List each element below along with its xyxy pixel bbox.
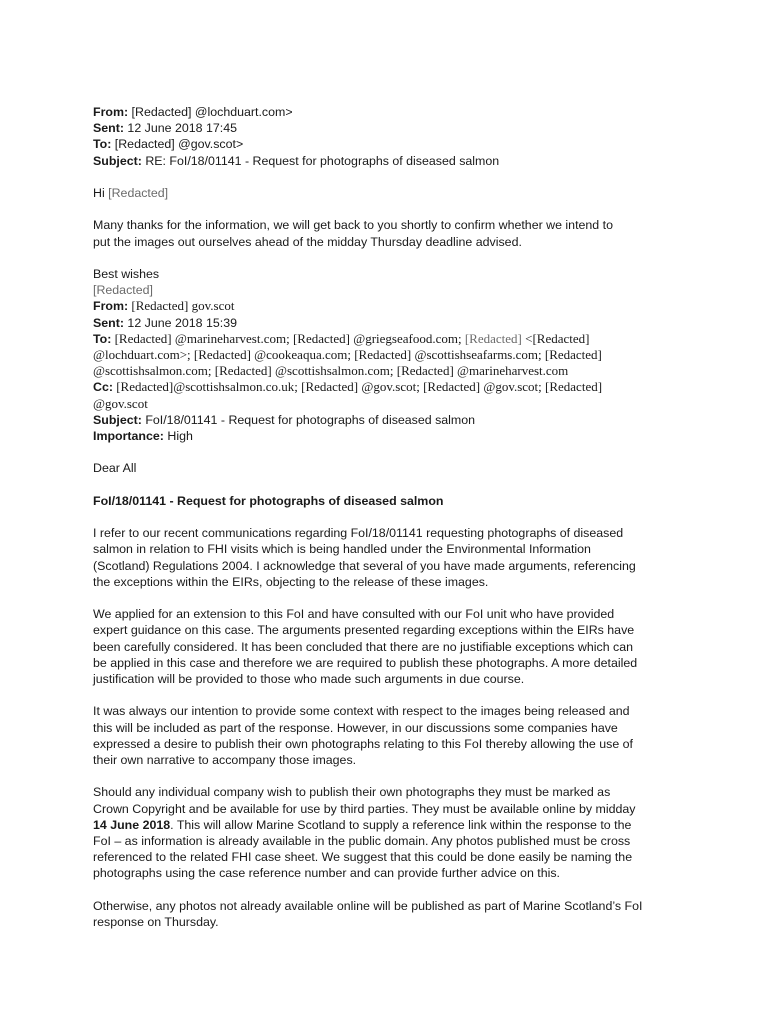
reply-body-line: Many thanks for the information, we will get back to you shortly to confirm whether we intend to: [93, 218, 613, 233]
header-sent: Sent: 12 June 2018 15:39: [93, 315, 237, 330]
paragraph-line: (Scotland) Regulations 2004. I acknowledge that several of you have made arguments, referencing: [93, 558, 636, 573]
header-to: To: [Redacted] @gov.scot>: [93, 137, 244, 152]
message-greeting: Dear All: [93, 461, 137, 476]
spacer: [93, 444, 673, 460]
email-header-original: [93, 298, 673, 444]
paragraph-line: We applied for an extension to this FoI and have consulted with our FoI unit who have provided: [93, 607, 615, 622]
reply-greeting: Hi [Redacted]: [93, 186, 169, 200]
paragraph-line: expert guidance on this case. The arguments presented regarding exceptions within the EIRs have: [93, 623, 635, 638]
paragraph-line: been carefully considered. It has been concluded that there are no justifiable exceptions which can: [93, 639, 634, 654]
reply-signer: [Redacted]: [93, 283, 153, 298]
message-title: FoI/18/01141 - Request for photographs of diseased salmon: [93, 493, 444, 508]
paragraph-line: Otherwise, any photos not already available online will be published as part of Marine Scotland’s FoI: [93, 898, 643, 913]
reply-signoff: Best wishes: [93, 266, 160, 281]
reply-body-line: put the images out ourselves ahead of the midday Thursday deadline advised.: [93, 234, 522, 249]
spacer: [93, 768, 673, 784]
header-to-continued: @scottishsalmon.com; [Redacted] @scottishsalmon.com; [Redacted] @marineharvest.com: [93, 363, 569, 379]
paragraph-line: FoI – as information is already available in the public domain. Any photos published must be cross: [93, 834, 631, 848]
spacer: [93, 250, 673, 266]
spacer: [93, 509, 673, 525]
paragraph-5: [93, 898, 673, 930]
paragraph-line: justification will be provided to those who made such arguments in due course.: [93, 672, 525, 686]
spacer: [93, 201, 673, 217]
paragraph-line: It was always our intention to provide some context with respect to the images being released and: [93, 704, 630, 719]
paragraph-4: [93, 784, 673, 881]
header-to: To: [Redacted] @marineharvest.com; [Redacted] @griegseafood.com; [Redacted] <[Redacted]: [93, 330, 590, 346]
paragraph-line: the exceptions within the EIRs, objecting to the release of these images.: [93, 574, 489, 589]
header-cc-continued: @gov.scot: [93, 395, 148, 411]
header-subject: Subject: RE: FoI/18/01141 - Request for photographs of diseased salmon: [93, 153, 500, 168]
deadline-date: 14 June 2018: [93, 817, 171, 832]
paragraph-2: [93, 606, 673, 687]
email-header-latest: [93, 104, 673, 169]
header-to-continued: @lochduart.com>; [Redacted] @cookeaqua.com; [Redacted] @scottishseafarms.com; [Redacted]: [93, 347, 602, 362]
email-document: [93, 104, 673, 930]
paragraph-line: their own narrative to accompany those images.: [93, 753, 357, 767]
header-cc: Cc: [Redacted]@scottishsalmon.co.uk; [Redacted] @gov.scot; [Redacted] @gov.scot; [Redacted]: [93, 379, 603, 395]
paragraph-3: [93, 703, 673, 768]
paragraph-line: referenced to the related FHI case sheet. We suggest that this could be done easily be naming the: [93, 850, 633, 865]
spacer: [93, 477, 673, 493]
paragraph-line: Crown Copyright and be available for use by third parties. They must be available online by midday: [93, 801, 636, 816]
spacer: [93, 687, 673, 703]
paragraph-1: [93, 525, 673, 590]
paragraph-line: photographs using the case reference number and can provide further advice on this.: [93, 866, 561, 881]
paragraph-line: 14 June 2018. This will allow Marine Scotland to supply a reference link within the response to the: [93, 817, 632, 832]
paragraph-line: Should any individual company wish to publish their own photographs they must be marked as: [93, 785, 611, 800]
header-importance: Importance: High: [93, 429, 193, 444]
header-from: From: [Redacted] @lochduart.com>: [93, 105, 293, 119]
header-subject: Subject: FoI/18/01141 - Request for photographs of diseased salmon: [93, 412, 476, 427]
paragraph-line: I refer to our recent communications regarding FoI/18/01141 requesting photographs of diseased: [93, 526, 624, 541]
spacer: [93, 882, 673, 898]
spacer: [93, 169, 673, 185]
header-sent: Sent: 12 June 2018 17:45: [93, 121, 237, 136]
header-from: From: [Redacted] gov.scot: [93, 298, 235, 314]
paragraph-line: this will be included as part of the response. However, in our discussions some companies have: [93, 720, 618, 735]
spacer: [93, 590, 673, 606]
reply-body: [93, 217, 673, 249]
paragraph-line: expressed a desire to publish their own photographs relating to this FoI thereby allowing the use of: [93, 736, 634, 751]
paragraph-line: response on Thursday.: [93, 915, 219, 929]
paragraph-line: salmon in relation to FHI visits which is being handled under the Environmental Information: [93, 542, 591, 557]
paragraph-line: be applied in this case and therefore we are required to publish these photographs. A more detailed: [93, 655, 638, 670]
